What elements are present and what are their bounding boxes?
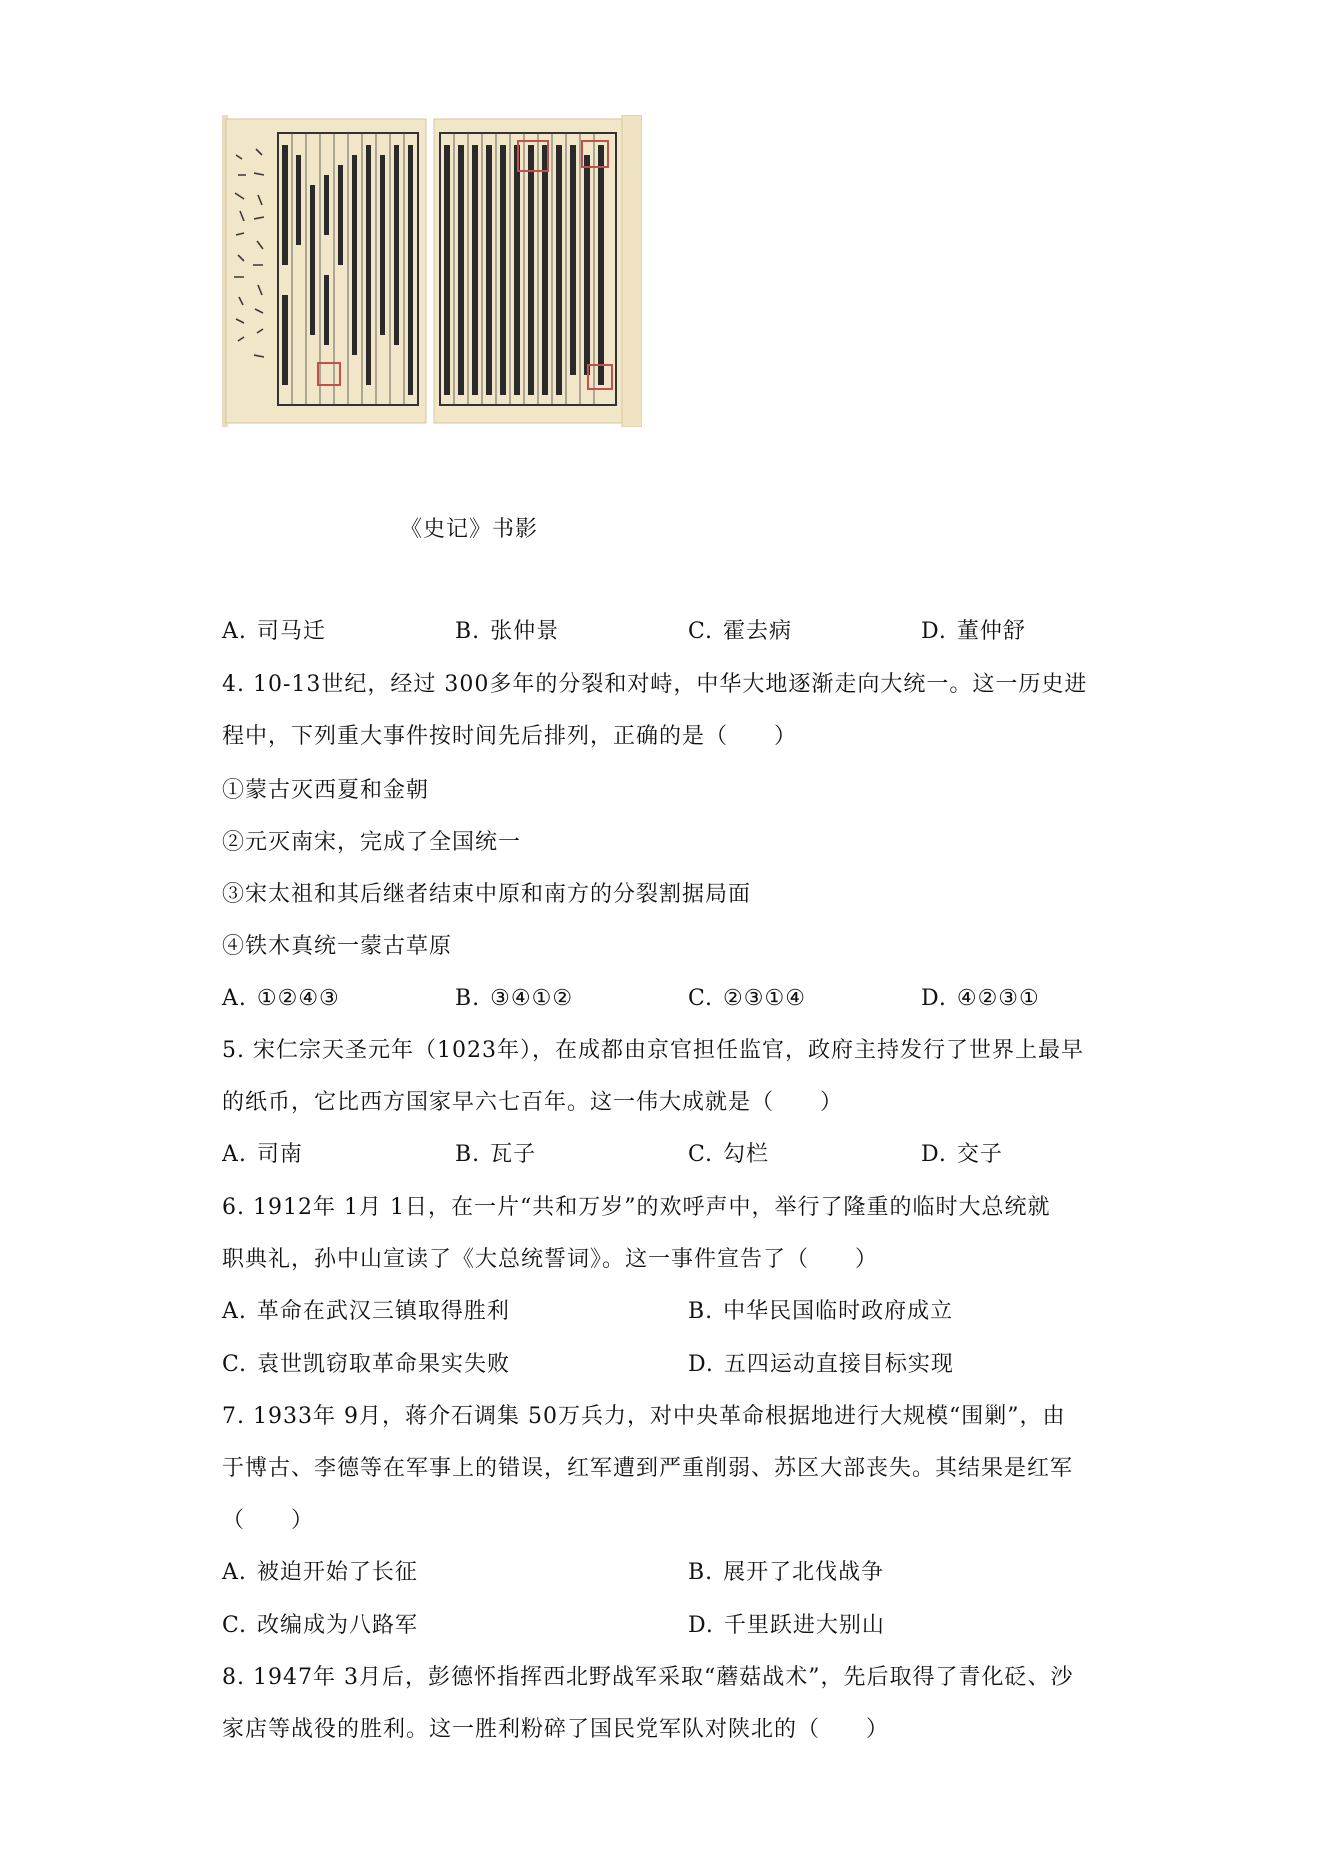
q3-option-a: A. 司马迁: [222, 619, 326, 644]
q4-stem-line2: 程中，下列重大事件按时间先后排列，正确的是（ ）: [222, 724, 798, 749]
q7-option-c: C. 改编成为八路军: [222, 1613, 419, 1638]
q6-option-d: D. 五四运动直接目标实现: [688, 1352, 954, 1377]
q6-stem-line1: 6. 1912年 1月 1日，在一片“共和万岁”的欢呼声中，举行了隆重的临时大总统就: [222, 1195, 1051, 1220]
q6-option-a: A. 革命在武汉三镇取得胜利: [222, 1299, 510, 1324]
q5-option-a: A. 司南: [222, 1142, 303, 1167]
q4-item-1: ①蒙古灭西夏和金朝: [222, 778, 430, 803]
q5-stem-line2: 的纸币，它比西方国家早六七百年。这一伟大成就是（ ）: [222, 1090, 844, 1115]
q4-option-a: A. ①②④③: [222, 986, 340, 1011]
q6-option-b: B. 中华民国临时政府成立: [688, 1299, 954, 1324]
q4-item-3: ③宋太祖和其后继者结束中原和南方的分裂割据局面: [222, 882, 752, 907]
q5-stem-line1: 5. 宋仁宗天圣元年（1023年），在成都由京官担任监官，政府主持发行了世界上最早: [222, 1038, 1084, 1063]
q3-option-b: B. 张仲景: [455, 619, 560, 644]
q6-stem-line2: 职典礼，孙中山宣读了《大总统誓词》。这一事件宣告了（ ）: [222, 1247, 879, 1272]
q8-stem-line1: 8. 1947年 3月后，彭德怀指挥西北野战军采取“蘑菇战术”，先后取得了青化砭、沙: [222, 1665, 1074, 1690]
shiji-book-image: [222, 115, 642, 427]
q6-option-c: C. 袁世凯窃取革命果实失败: [222, 1352, 511, 1377]
q7-stem-line3: （ ）: [222, 1508, 315, 1533]
q4-option-b: B. ③④①②: [455, 986, 574, 1011]
q5-option-d: D. 交子: [921, 1142, 1003, 1167]
figure-caption: 《史记》书影: [400, 517, 539, 542]
q5-option-c: C. 勾栏: [688, 1142, 770, 1167]
q8-stem-line2: 家店等战役的胜利。这一胜利粉碎了国民党军队对陕北的（ ）: [222, 1717, 890, 1742]
q7-option-d: D. 千里跃进大别山: [688, 1613, 885, 1638]
q4-option-c: C. ②③①④: [688, 986, 806, 1011]
q5-option-b: B. 瓦子: [455, 1142, 537, 1167]
q7-stem-line1: 7. 1933年 9月，蒋介石调集 50万兵力，对中央革命根据地进行大规模“围剿”，由: [222, 1404, 1066, 1429]
q4-item-2: ②元灭南宋，完成了全国统一: [222, 830, 522, 855]
q3-option-c: C. 霍去病: [688, 619, 793, 644]
q3-option-d: D. 董仲舒: [921, 619, 1026, 644]
q4-item-4: ④铁木真统一蒙古草原: [222, 934, 453, 959]
q7-stem-line2: 于博古、李德等在军事上的错误，红军遭到严重削弱、苏区大部丧失。其结果是红军: [222, 1456, 1074, 1481]
q4-option-d: D. ④②③①: [921, 986, 1040, 1011]
q7-option-b: B. 展开了北伐战争: [688, 1560, 885, 1585]
q4-stem-line1: 4. 10-13世纪，经过 300多年的分裂和对峙，中华大地逐渐走向大统一。这一历史进: [222, 672, 1088, 697]
q7-option-a: A. 被迫开始了长征: [222, 1560, 418, 1585]
